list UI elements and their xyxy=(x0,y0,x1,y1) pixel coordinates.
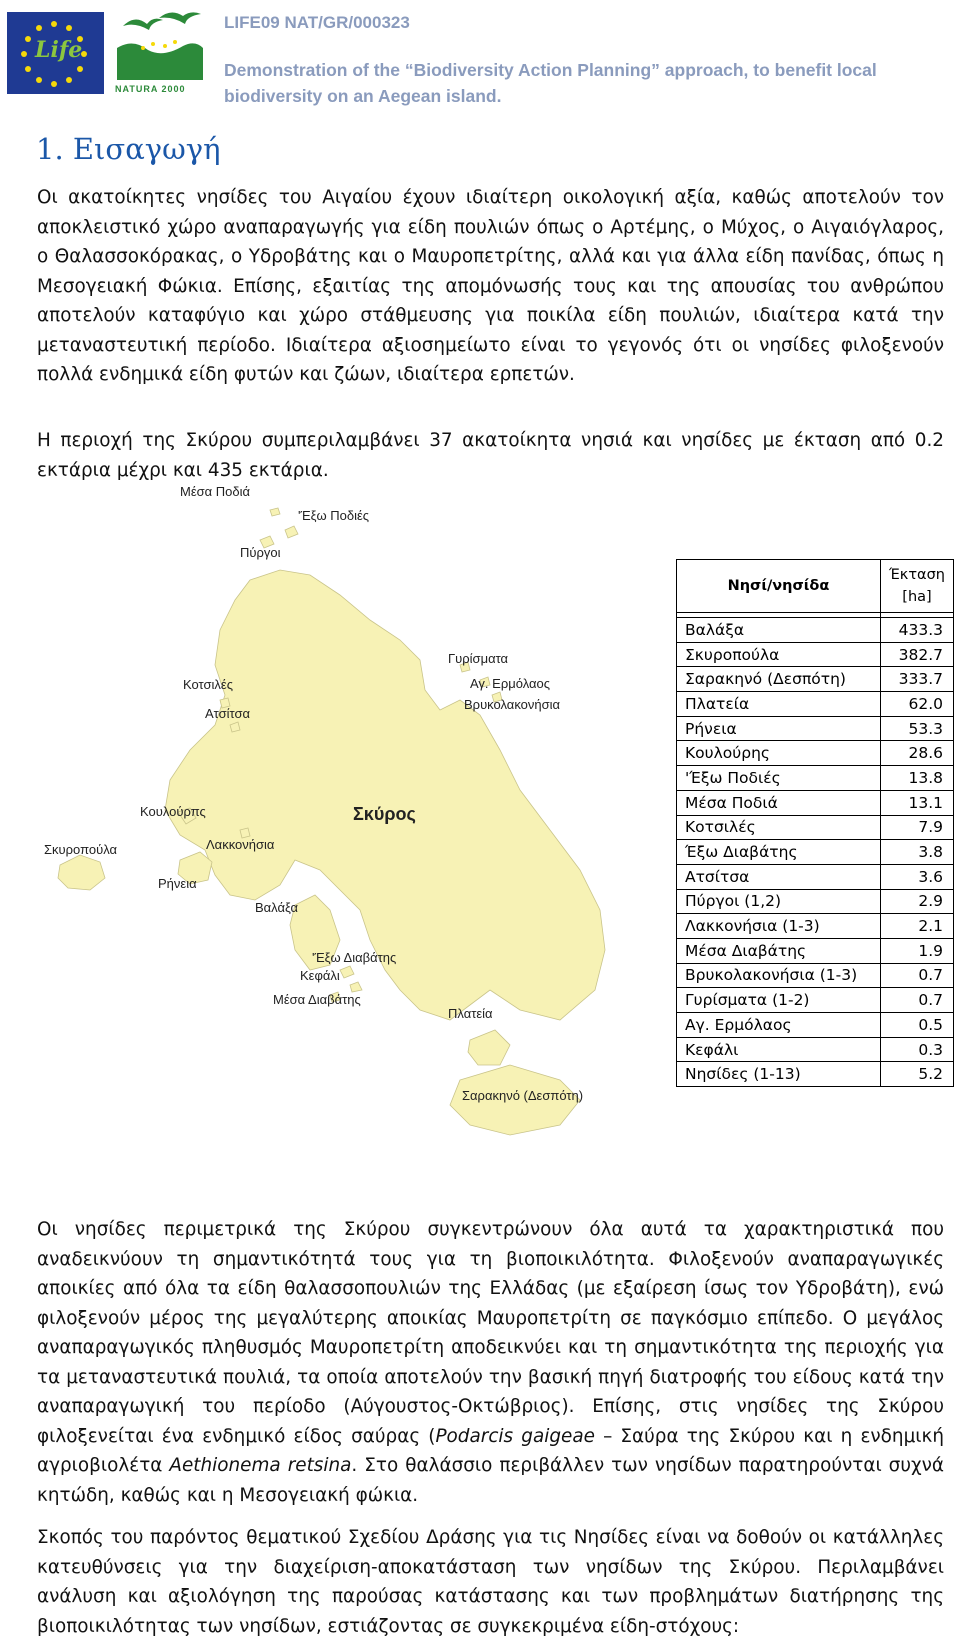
map-label-rineia: Ρήνεια xyxy=(158,876,197,891)
map-label-pyrgoi: Πύργοι xyxy=(240,545,281,560)
body-paragraph-3 xyxy=(37,1215,944,1510)
table-header-row xyxy=(677,560,954,613)
life-logo xyxy=(7,12,104,94)
table-row xyxy=(677,864,954,889)
map-label-exo-podies: 'Έξω Ποδιές xyxy=(298,508,370,523)
table-cell-name: Βαλάξα xyxy=(677,618,881,643)
table-cell-name: 'Έξω Ποδιές xyxy=(677,766,881,791)
species-name-aethionema: Aethionema retsina xyxy=(169,1455,352,1476)
table-cell-area: 433.3 xyxy=(880,618,953,643)
table-row xyxy=(677,790,954,815)
map-land xyxy=(58,508,605,1135)
table-cell-area: 53.3 xyxy=(880,716,953,741)
table-row xyxy=(677,667,954,692)
table-row xyxy=(677,642,954,667)
map-label-mesa-diavatis: Μέσα Διαβάτης xyxy=(273,992,361,1007)
table-cell-area: 13.8 xyxy=(880,766,953,791)
table-cell-name: Αγ. Ερμόλαος xyxy=(677,1013,881,1038)
map-label-vrykolakonisia: Βρυκολακονήσια xyxy=(464,697,561,712)
project-code: LIFE09 NAT/GR/000323 xyxy=(224,13,410,32)
map-label-sarakino: Σαρακηνό (Δεσπότη) xyxy=(462,1088,584,1103)
map-label-lakkonisia: Λακκονήσια xyxy=(206,837,275,852)
map-label-atsitsa: Ατσίτσα xyxy=(205,706,251,721)
table-row xyxy=(677,692,954,717)
map-label-koulourps: Κουλούρπς xyxy=(140,804,206,819)
life-logo-text: Life xyxy=(35,37,83,63)
table-cell-name: Σκυροπούλα xyxy=(677,642,881,667)
map-label-kefali: Κεφάλι xyxy=(300,968,340,983)
table-row xyxy=(677,716,954,741)
table-cell-area: 3.6 xyxy=(880,864,953,889)
table-row xyxy=(677,938,954,963)
map-label-ag-ermolaos: Αγ. Ερμόλαος xyxy=(470,676,551,691)
table-cell-name: Σαρακηνό (Δεσπότη) xyxy=(677,667,881,692)
skyropoula-island-shape xyxy=(58,855,105,890)
paragraph-3-text-a: Οι νησίδες περιμετρικά της Σκύρου συγκεντρώνουν όλα αυτά τα χαρακτηριστικά που αναδεικνύουν τη σημαντικότητά τους για τη βιοποικιλότητα. Φιλοξενούν αναπαραγωγικές αποικίες από όλα τα είδη θαλασσοπουλιών της Ελλάδας (με εξαίρεση ίσως τον Υδροβάτη), ενώ φιλοξενούν μέρος της μεγαλύτερης αποικίας Μαυροπετρίτη σε παγκόσμιο επίπεδο. Ο μεγάλος αναπαραγωγικός πληθυσμός Μαυροπετρίτη αποδεικνύει και τη σημαντικότητα της περιοχής για τα μεταναστευτικά πουλιά, τα οποία αποτελούν την βασική πηγή διατροφής του είδους κατά την αναπαραγωγική του περίοδο (Αύγουστος-Οκτώβριος). Επίσης, στις νησίδες της Σκύρου φιλοξενείται ένα ενδημικό είδος σαύρας ( xyxy=(37,1219,944,1447)
table-cell-name: Κεφάλι xyxy=(677,1037,881,1062)
table-row xyxy=(677,1062,954,1087)
table-cell-name: Λακκονήσια (1-3) xyxy=(677,914,881,939)
islet-area-table xyxy=(676,559,954,1087)
table-row xyxy=(677,815,954,840)
table-cell-name: Ατσίτσα xyxy=(677,864,881,889)
paragraph-3-text-c: . Στο θαλάσσιο περιβάλλεν των νησίδων παρατηρούνται συχνά κητώδη, καθώς και η Μεσογειακή φώκια. xyxy=(37,1455,944,1506)
table-cell-area: 2.1 xyxy=(880,914,953,939)
map-label-exo-diavatis: 'Έξω Διαβάτης xyxy=(312,950,397,965)
table-cell-area: 7.9 xyxy=(880,815,953,840)
natura-2000-text: NATURA 2000 xyxy=(115,84,186,94)
table-row xyxy=(677,618,954,643)
map-label-mesa-podia: Μέσα Ποδιά xyxy=(180,484,251,499)
table-cell-name: Νησίδες (1-13) xyxy=(677,1062,881,1087)
map-label-gyrismata: Γυρίσματα xyxy=(448,651,509,666)
paragraph-3-text-b: – Σαύρα της Σκύρου και η ενδημική αγριοβιολέτα xyxy=(37,1425,944,1476)
table-cell-name: Μέσα Διαβάτης xyxy=(677,938,881,963)
table-header-area-label: Έκταση xyxy=(888,567,945,583)
table-cell-area: 0.5 xyxy=(880,1013,953,1038)
table-cell-area: 13.1 xyxy=(880,790,953,815)
table-cell-name: Βρυκολακονήσια (1-3) xyxy=(677,963,881,988)
project-title: Demonstration of the “Biodiversity Action Planning” approach, to benefit local biodiversity on an Aegean island. xyxy=(224,60,877,106)
table-cell-area: 28.6 xyxy=(880,741,953,766)
table-cell-name: Ρήνεια xyxy=(677,716,881,741)
skyros-islets-map xyxy=(40,484,640,1150)
table-row xyxy=(677,1013,954,1038)
table-row xyxy=(677,963,954,988)
table-row xyxy=(677,766,954,791)
table-cell-name: Κοτσιλές xyxy=(677,815,881,840)
table-row xyxy=(677,988,954,1013)
table-row xyxy=(677,840,954,865)
table-cell-area: 5.2 xyxy=(880,1062,953,1087)
map-label-kotsiles: Κοτσιλές xyxy=(183,677,233,692)
table-cell-area: 382.7 xyxy=(880,642,953,667)
table-header-area-unit: [ha] xyxy=(902,589,932,605)
intro-paragraph-1: Οι ακατοίκητες νησίδες του Αιγαίου έχουν ιδιαίτερη οικολογική αξία, καθώς αποτελούν τον αποκλειστικό χώρο αναπαραγωγής για είδη πουλιών όπως ο Αρτέμης, ο Μύχος, ο Αιγαιόγλαρος, ο Θαλασσοκόρακας, ο Υδροβάτης και ο Μαυροπετρίτης, αλλά και για άλλα είδη πανίδας, όπως η Μεσογειακή Φώκια. Επίσης, εξαιτίας της απομόνωσής τους και της απουσίας του ανθρώπου αποτελούν καταφύγιο και χώρο στάθμευσης για ποικίλα είδη πουλιών, ιδιαίτερα κατά την μεταναστευτική περίοδο. Ιδιαίτερα αξιοσημείωτο είναι το γεγονός ότι οι νησίδες φιλοξενούν πολλά ενδημικά είδη φυτών και ζώων, ιδιαίτερα ερπετών. xyxy=(37,187,944,385)
table-cell-area: 0.3 xyxy=(880,1037,953,1062)
table-cell-area: 0.7 xyxy=(880,988,953,1013)
table-header-name: Νησί/νησίδα xyxy=(677,560,881,613)
table-row xyxy=(677,889,954,914)
table-cell-area: 2.9 xyxy=(880,889,953,914)
table-row xyxy=(677,741,954,766)
body-paragraph-4: Σκοπός του παρόντος θεματικού Σχεδίου Δράσης για τις Νησίδες είναι να δοθούν οι κατάλληλες κατευθύνσεις για την διαχείριση-αποκατάσταση των νησίδων της Σκύρου. Περιλαμβάνει ανάλυση και αξιολόγηση της παρούσας κατάστασης και των προβλημάτων διατήρησης της βιοποικιλότητας των νησίδων, εστιάζοντας σε συγκεκριμένα είδη-στόχους: xyxy=(37,1527,944,1637)
section-heading: 1. Εισαγωγή xyxy=(36,132,221,166)
table-header-area xyxy=(880,560,953,613)
table-cell-name: Κουλούρης xyxy=(677,741,881,766)
map-label-valaxa: Βαλάξα xyxy=(255,900,298,915)
intro-paragraph-2: Η περιοχή της Σκύρου συμπεριλαμβάνει 37 ακατοίκητα νησιά και νησίδες με έκταση από 0.2 εκτάρια μέχρι και 435 εκτάρια. xyxy=(37,430,944,481)
natura-2000-logo xyxy=(113,8,207,98)
table-cell-name: Πλατεία xyxy=(677,692,881,717)
table-cell-area: 1.9 xyxy=(880,938,953,963)
map-label-skyropoula: Σκυροπούλα xyxy=(44,842,118,857)
table-cell-name: Έξω Διαβάτης xyxy=(677,840,881,865)
map-label-skyros: Σκύρος xyxy=(353,804,416,824)
table-cell-area: 3.8 xyxy=(880,840,953,865)
table-cell-name: Γυρίσματα (1-2) xyxy=(677,988,881,1013)
natura-birds-icon xyxy=(113,8,207,84)
table-cell-area: 0.7 xyxy=(880,963,953,988)
table-cell-area: 62.0 xyxy=(880,692,953,717)
table-cell-name: Πύργοι (1,2) xyxy=(677,889,881,914)
table-cell-name: Μέσα Ποδιά xyxy=(677,790,881,815)
map-label-plateia: Πλατεία xyxy=(448,1006,493,1021)
table-row xyxy=(677,1037,954,1062)
plateia-island-shape xyxy=(468,1030,510,1065)
table-row xyxy=(677,914,954,939)
species-name-podarcis: Podarcis gaigeae xyxy=(435,1425,595,1447)
table-cell-area: 333.7 xyxy=(880,667,953,692)
